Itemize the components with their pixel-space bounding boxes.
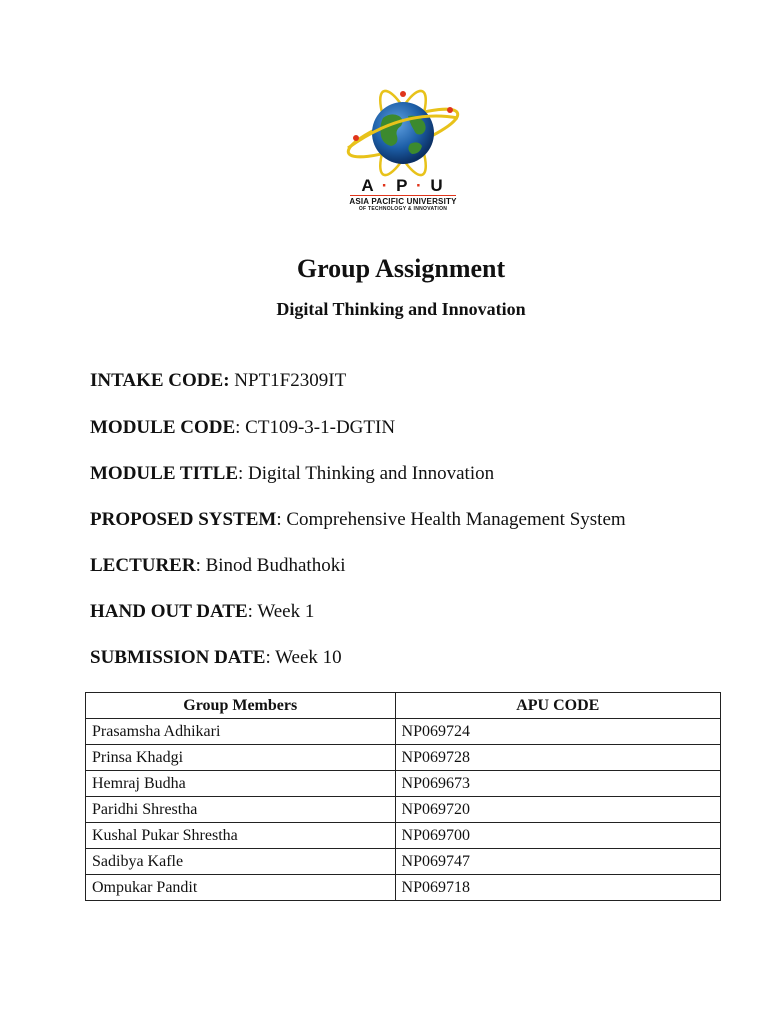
lecturer-line bbox=[90, 555, 345, 577]
proposed-system-value: : Comprehensive Health Management System bbox=[276, 509, 626, 530]
table-row bbox=[86, 719, 721, 745]
hand-out-date-value: : Week 1 bbox=[247, 601, 315, 622]
logo-university-tagline: OF TECHNOLOGY & INNOVATION bbox=[358, 206, 448, 212]
logo-letter-a: A bbox=[361, 176, 376, 195]
member-code-cell: NP069728 bbox=[395, 745, 720, 771]
module-code-line bbox=[90, 417, 395, 439]
member-code-cell: NP069747 bbox=[395, 849, 720, 875]
proposed-system-line bbox=[90, 509, 626, 531]
member-code-cell: NP069718 bbox=[395, 875, 720, 901]
member-name-cell: Ompukar Pandit bbox=[86, 875, 396, 901]
page-title: Group Assignment bbox=[296, 254, 506, 283]
page-subtitle: Digital Thinking and Innovation bbox=[276, 299, 526, 319]
group-members-table bbox=[85, 692, 721, 901]
module-title-line bbox=[90, 463, 494, 485]
logo-brand-text bbox=[338, 176, 468, 196]
lecturer-value: : Binod Budhathoki bbox=[195, 555, 346, 576]
logo-dot-icon: · bbox=[415, 176, 424, 195]
member-name-cell: Prasamsha Adhikari bbox=[86, 719, 396, 745]
intake-code-line bbox=[90, 370, 346, 392]
logo-dot-icon: · bbox=[381, 176, 390, 195]
submission-date-label: SUBMISSION DATE bbox=[90, 647, 266, 668]
member-code-cell: NP069673 bbox=[395, 771, 720, 797]
lecturer-label: LECTURER bbox=[90, 555, 196, 576]
hand-out-date-line bbox=[90, 601, 314, 623]
module-title-value: : Digital Thinking and Innovation bbox=[238, 463, 495, 484]
hand-out-date-label: HAND OUT DATE bbox=[90, 601, 248, 622]
logo-letter-u: U bbox=[430, 176, 445, 195]
table-row bbox=[86, 823, 721, 849]
table-row bbox=[86, 797, 721, 823]
intake-code-value: NPT1F2309IT bbox=[229, 370, 347, 391]
module-code-label: MODULE CODE bbox=[90, 417, 236, 438]
member-code-cell: NP069700 bbox=[395, 823, 720, 849]
logo-university-name: ASIA PACIFIC UNIVERSITY bbox=[349, 197, 457, 206]
apu-logo bbox=[338, 88, 468, 214]
table-row bbox=[86, 875, 721, 901]
table-header-row bbox=[86, 693, 721, 719]
member-name-cell: Paridhi Shrestha bbox=[86, 797, 396, 823]
proposed-system-label: PROPOSED SYSTEM bbox=[90, 509, 277, 530]
column-header-members: Group Members bbox=[86, 693, 396, 719]
member-name-cell: Hemraj Budha bbox=[86, 771, 396, 797]
member-name-cell: Sadibya Kafle bbox=[86, 849, 396, 875]
submission-date-line bbox=[90, 647, 342, 669]
member-name-cell: Prinsa Khadgi bbox=[86, 745, 396, 771]
column-header-apu-code: APU CODE bbox=[395, 693, 720, 719]
member-code-cell: NP069724 bbox=[395, 719, 720, 745]
member-name-cell: Kushal Pukar Shrestha bbox=[86, 823, 396, 849]
logo-divider bbox=[350, 195, 456, 196]
module-title-label: MODULE TITLE bbox=[90, 463, 238, 484]
table-row bbox=[86, 745, 721, 771]
logo-letter-p: P bbox=[396, 176, 410, 195]
intake-code-label: INTAKE CODE: bbox=[90, 370, 230, 391]
submission-date-value: : Week 10 bbox=[265, 647, 342, 668]
module-code-value: : CT109-3-1-DGTIN bbox=[235, 417, 396, 438]
member-code-cell: NP069720 bbox=[395, 797, 720, 823]
table-row bbox=[86, 849, 721, 875]
table-row bbox=[86, 771, 721, 797]
globe-atom-icon bbox=[338, 88, 468, 178]
